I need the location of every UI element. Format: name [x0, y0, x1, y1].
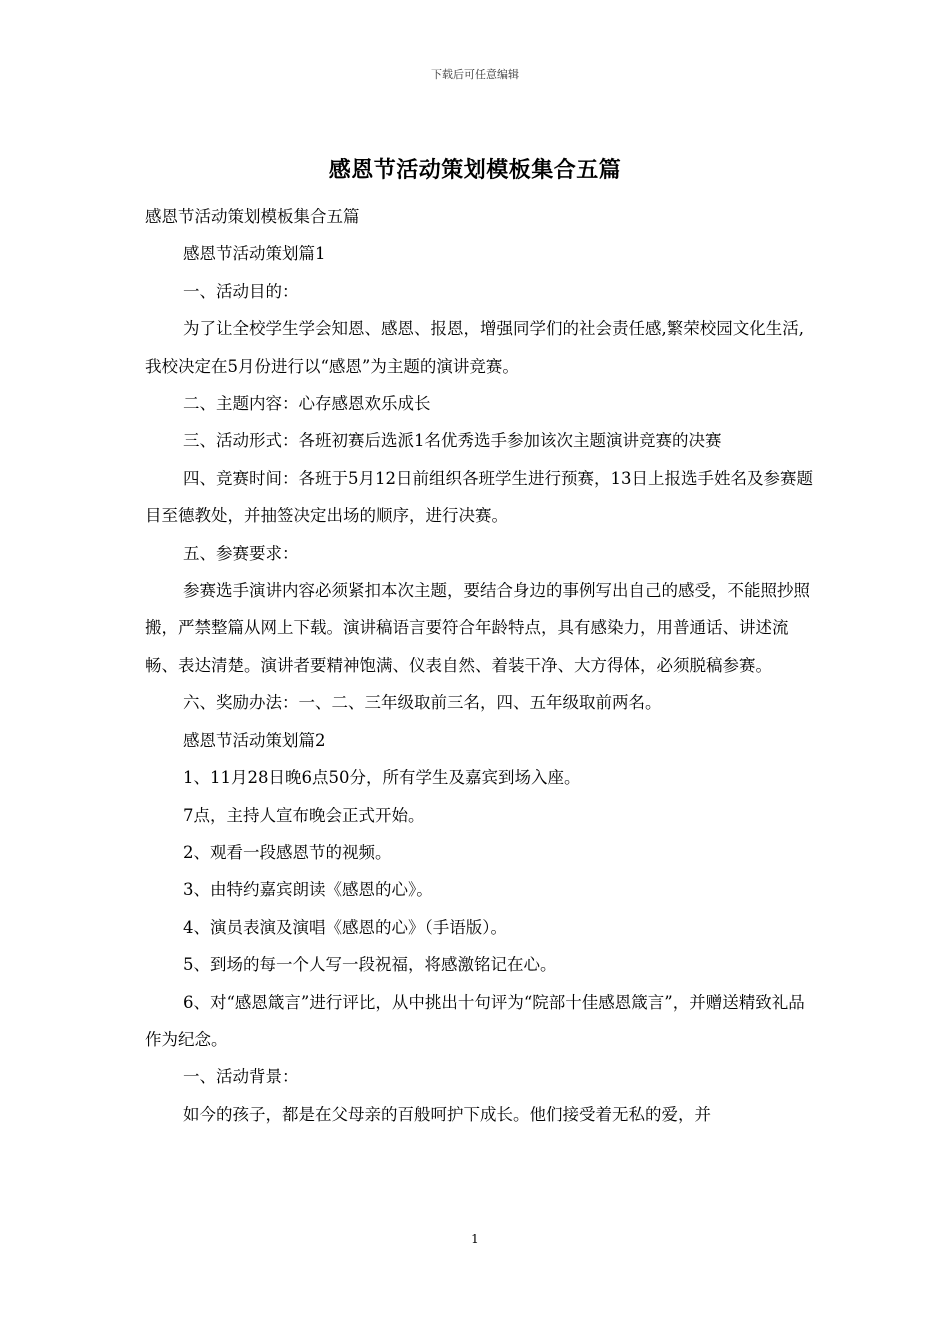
- page-number: 1: [471, 1232, 479, 1246]
- body-paragraph: 感恩节活动策划篇2: [183, 730, 326, 750]
- body-paragraph: 六、奖励办法：一、二、三年级取前三名，四、五年级取前两名。: [183, 693, 662, 713]
- body-paragraph: 感恩节活动策划篇1: [183, 244, 326, 264]
- body-paragraph: 为了让全校学生学会知恩、感恩、报恩，增强同学们的社会责任感,繁荣校园文化生活,我校决定在5月份进行以“感恩”为主题的演讲竞赛。: [145, 319, 804, 376]
- body-paragraph: 四、竞赛时间：各班于5月12日前组织各班学生进行预赛，13日上报选手姓名及参赛题目至德教处，并抽签决定出场的顺序，进行决赛。: [145, 468, 813, 526]
- document-title: 感恩节活动策划模板集合五篇: [328, 157, 622, 183]
- body-paragraph: 7点，主持人宣布晚会正式开始。: [183, 805, 425, 825]
- body-paragraph: 参赛选手演讲内容必须紧扣本次主题，要结合身边的事例写出自己的感受，不能照抄照搬，严禁整篇从网上下载。演讲稿语言要符合年龄特点，具有感染力，用普通话、讲述流畅、表达清楚。演讲者要精神饱满、仪表自然、着装干净、大方得体，必须脱稿参赛。: [145, 581, 810, 675]
- body-paragraph: 2、观看一段感恩节的视频。: [183, 842, 392, 862]
- body-paragraph: 如今的孩子，都是在父母亲的百般呵护下成长。他们接受着无私的爱，并: [183, 1104, 711, 1124]
- body-paragraph: 三、活动形式：各班初赛后选派1名优秀选手参加该次主题演讲竞赛的决赛: [183, 431, 722, 451]
- body-paragraph: 感恩节活动策划模板集合五篇: [145, 207, 360, 226]
- body-paragraph: 一、活动背景：: [183, 1067, 299, 1087]
- body-paragraph: 6、对“感恩箴言”进行评比，从中挑出十句评为“院部十佳感恩箴言”，并赠送精致礼品作为纪念。: [145, 992, 805, 1049]
- page-header-note: 下载后可任意编辑: [431, 68, 519, 81]
- body-paragraph: 5、到场的每一个人写一段祝福，将感激铭记在心。: [183, 955, 557, 975]
- document-body: [145, 198, 817, 1133]
- body-paragraph: 4、演员表演及演唱《感恩的心》（手语版）。: [183, 917, 507, 937]
- body-paragraph: 3、由特约嘉宾朗读《感恩的心》。: [183, 880, 433, 900]
- body-paragraph: 一、活动目的：: [183, 281, 299, 301]
- body-paragraph: 二、主题内容：心存感恩欢乐成长: [183, 394, 431, 414]
- body-paragraph: 1、11月28日晚6点50分，所有学生及嘉宾到场入座。: [183, 768, 581, 788]
- body-paragraph: 五、参赛要求：: [183, 543, 299, 563]
